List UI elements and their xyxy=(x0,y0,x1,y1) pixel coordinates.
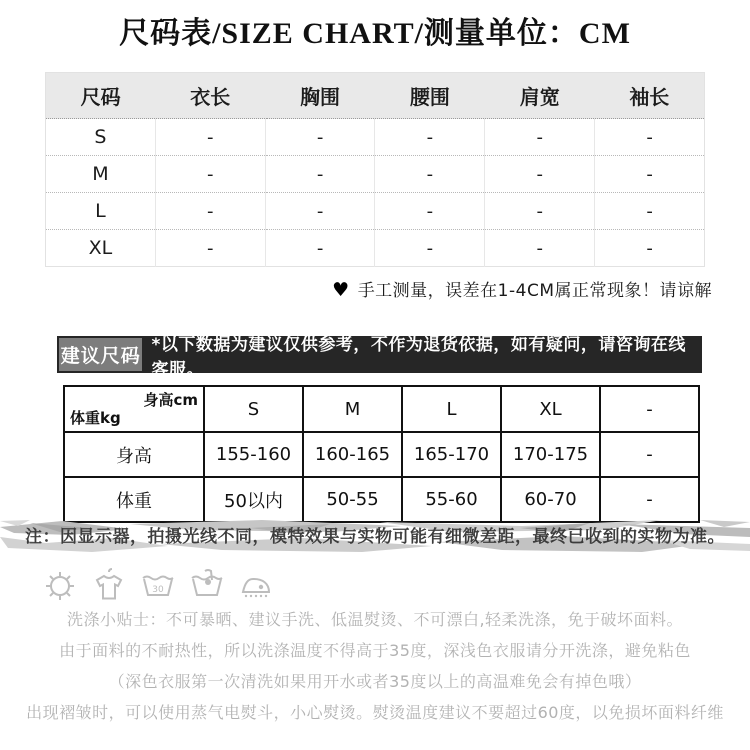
wash-30-icon xyxy=(138,565,178,605)
value-cell: - xyxy=(155,119,265,156)
value-cell: - xyxy=(375,193,485,230)
height-row xyxy=(64,432,699,477)
suggest-size-banner xyxy=(57,334,702,380)
value-cell: - xyxy=(265,119,375,156)
size-table-header-row xyxy=(46,73,705,119)
shoulder-col-header: 肩宽 xyxy=(485,73,595,119)
weight-row xyxy=(64,477,699,522)
size-s-header: S xyxy=(204,386,303,432)
size-cell: L xyxy=(46,193,156,230)
tshirt-hang-icon xyxy=(89,565,129,605)
table-row xyxy=(46,230,705,267)
bust-col-header: 胸围 xyxy=(265,73,375,119)
value-cell: - xyxy=(265,156,375,193)
value-cell: 160-165 xyxy=(303,432,402,477)
value-cell: 60-70 xyxy=(501,477,600,522)
value-cell: 50-55 xyxy=(303,477,402,522)
table-row xyxy=(46,193,705,230)
heart-icon: ♥ xyxy=(332,279,350,301)
sun-drying-icon xyxy=(40,565,80,605)
page-title: 尺码表/SIZE CHART/测量单位：CM xyxy=(119,17,631,50)
value-cell: 170-175 xyxy=(501,432,600,477)
corner-height-label: 身高cm xyxy=(143,391,198,409)
value-cell: - xyxy=(485,156,595,193)
care-tip-line: （深色衣服第一次清洗如果用开水或者35度以上的高温难免会有掉色哦） xyxy=(108,672,642,691)
corner-weight-label: 体重kg xyxy=(70,409,121,427)
table-row xyxy=(46,119,705,156)
care-tip-line: 由于面料的不耐热性，所以洗涤温度不得高于35度，深浅色衣服请分开洗涤，避免粘色 xyxy=(59,641,691,660)
length-col-header: 衣长 xyxy=(155,73,265,119)
value-cell: - xyxy=(375,230,485,267)
waist-col-header: 腰围 xyxy=(375,73,485,119)
size-extra-header: - xyxy=(600,386,699,432)
diagonal-corner-cell xyxy=(64,386,204,432)
value-cell: - xyxy=(375,119,485,156)
care-tip-line: 洗涤小贴士：不可暴晒、建议手洗、低温熨烫、不可漂白,轻柔洗涤，免于破坏面料。 xyxy=(66,610,684,629)
value-cell: - xyxy=(375,156,485,193)
value-cell: - xyxy=(155,193,265,230)
suggest-table-header-row xyxy=(64,386,699,432)
wash-temp-label: 30 xyxy=(152,585,164,595)
size-cell: M xyxy=(46,156,156,193)
value-cell: - xyxy=(265,230,375,267)
suggest-size-table xyxy=(63,385,700,523)
size-chart-table xyxy=(45,72,705,267)
disclaimer-banner xyxy=(0,520,750,554)
disclaimer-text: 注：因显示器，拍摄光线不同，模特效果与实物可能有细微差距，最终已收到的实物为准。 xyxy=(25,527,725,547)
care-icons-row xyxy=(40,565,276,605)
iron-icon xyxy=(236,565,276,605)
sleeve-col-header: 袖长 xyxy=(595,73,705,119)
care-tips xyxy=(0,604,750,728)
value-cell: - xyxy=(485,193,595,230)
suggest-size-disclaimer: *以下数据为建议仅供参考，不作为退货依据，如有疑问，请咨询在线客服。 xyxy=(151,334,686,380)
size-cell: S xyxy=(46,119,156,156)
value-cell: - xyxy=(595,193,705,230)
size-m-header: M xyxy=(303,386,402,432)
value-cell: 155-160 xyxy=(204,432,303,477)
height-row-label: 身高 xyxy=(64,432,204,477)
value-cell: - xyxy=(595,156,705,193)
size-col-header: 尺码 xyxy=(46,73,156,119)
value-cell: 50以内 xyxy=(204,477,303,522)
value-cell: - xyxy=(265,193,375,230)
suggest-size-label: 建议尺码 xyxy=(59,338,142,371)
measurement-note xyxy=(332,276,712,301)
value-cell: - xyxy=(600,477,699,522)
value-cell: 165-170 xyxy=(402,432,501,477)
size-xl-header: XL xyxy=(501,386,600,432)
hand-wash-icon xyxy=(187,565,227,605)
value-cell: - xyxy=(595,230,705,267)
measurement-note-text: 手工测量，误差在1-4CM属正常现象！请谅解 xyxy=(357,281,712,301)
care-tip-line: 出现褶皱时，可以使用蒸气电熨斗，小心熨烫。熨烫温度建议不要超过60度，以免损坏面料纤维 xyxy=(26,703,724,722)
value-cell: - xyxy=(485,119,595,156)
weight-row-label: 体重 xyxy=(64,477,204,522)
value-cell: 55-60 xyxy=(402,477,501,522)
value-cell: - xyxy=(155,230,265,267)
value-cell: - xyxy=(155,156,265,193)
table-row xyxy=(46,156,705,193)
value-cell: - xyxy=(600,432,699,477)
value-cell: - xyxy=(485,230,595,267)
size-cell: XL xyxy=(88,237,113,259)
size-l-header: L xyxy=(402,386,501,432)
value-cell: - xyxy=(595,119,705,156)
